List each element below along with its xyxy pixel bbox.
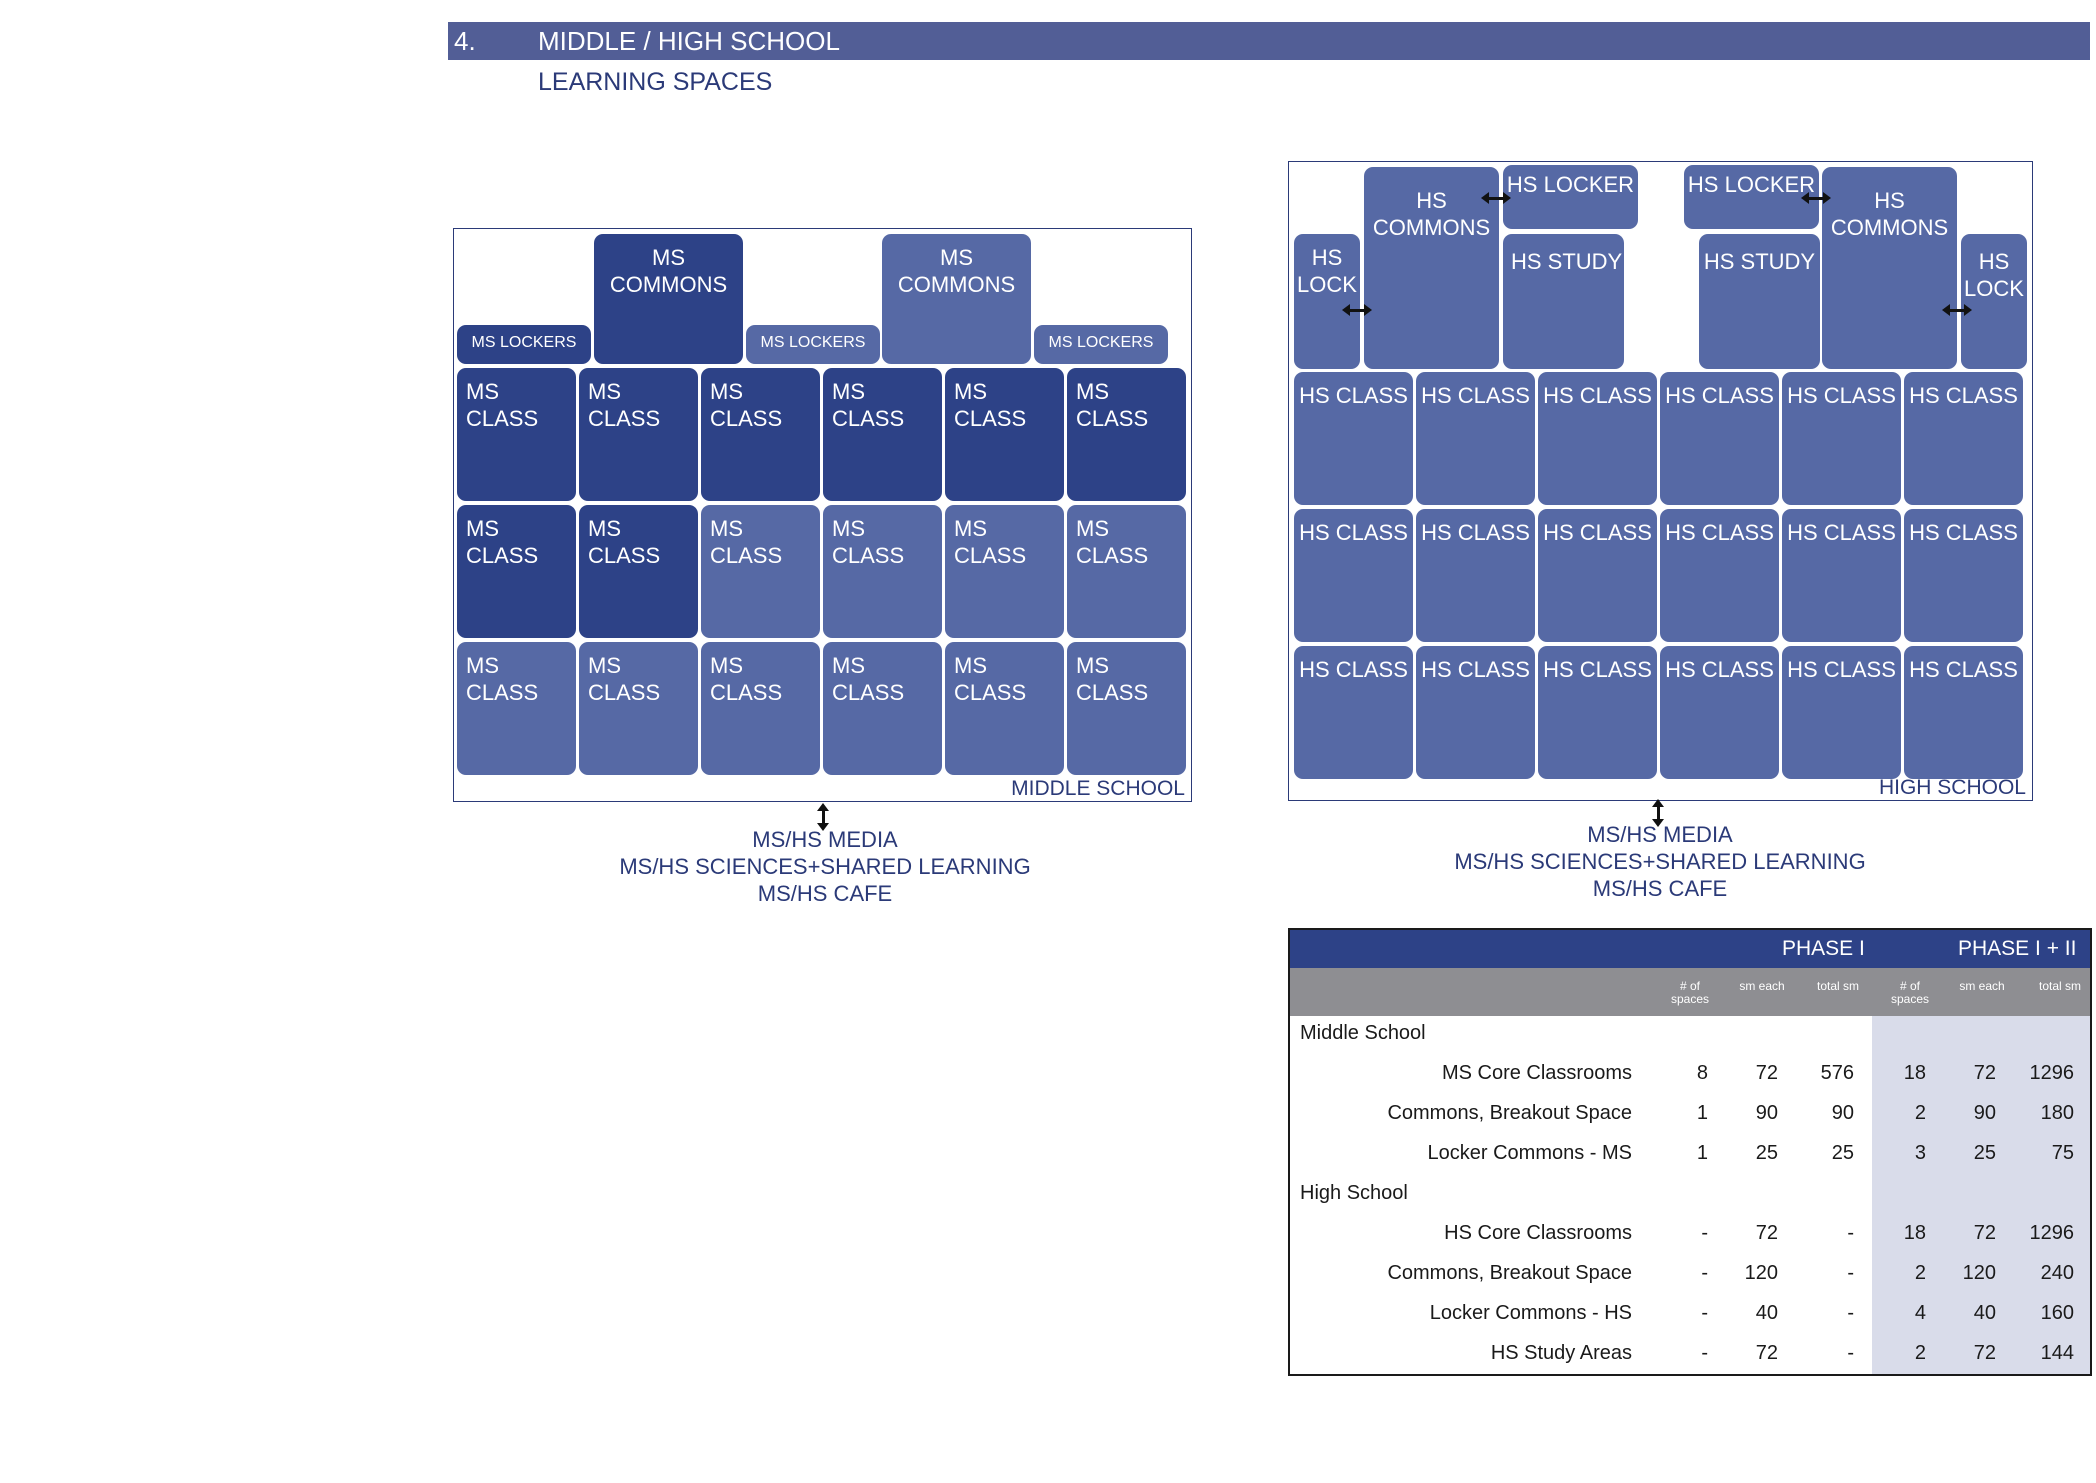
- table-cell: 90: [1755, 1102, 1778, 1124]
- ms-commons-block-1: MS COMMONS: [594, 234, 743, 364]
- hs-lock-arrow-1: [1346, 309, 1368, 312]
- table-cell: 25: [1755, 1142, 1778, 1164]
- ms-class-block: MS CLASS: [823, 642, 942, 775]
- table-cell: 1: [1696, 1142, 1708, 1164]
- hs-class-block: HS CLASS: [1782, 509, 1901, 642]
- table-row-label: Locker Commons - HS: [1429, 1302, 1632, 1324]
- table-cell: -: [1847, 1302, 1854, 1324]
- table-cell: 180: [2040, 1102, 2074, 1124]
- table-cell: 2: [1914, 1102, 1926, 1124]
- hs-locker-arrow-1: [1485, 197, 1507, 200]
- ms-commons-block-2: MS COMMONS: [882, 234, 1031, 364]
- table-row-label: HS Core Classrooms: [1444, 1222, 1632, 1244]
- table-cell: 8: [1696, 1062, 1708, 1084]
- hs-class-block: HS CLASS: [1538, 509, 1657, 642]
- section-title: MIDDLE / HIGH SCHOOL: [538, 26, 840, 56]
- table-row-label: Commons, Breakout Space: [1387, 1102, 1632, 1124]
- hs-class-block: HS CLASS: [1660, 372, 1779, 505]
- ms-connection-arrow: [822, 807, 825, 827]
- hs-lock-block-2: HS LOCK: [1961, 234, 2027, 369]
- hs-class-block: HS CLASS: [1294, 646, 1413, 779]
- ms-class-block: MS CLASS: [457, 505, 576, 638]
- table-cell: -: [1701, 1222, 1708, 1244]
- section-header-bar: [448, 22, 2090, 60]
- phase-1-2-heading: PHASE I + II: [1958, 937, 2077, 960]
- ms-class-block: MS CLASS: [701, 368, 820, 501]
- table-cell: 144: [2040, 1342, 2074, 1364]
- table-cell: 90: [1831, 1102, 1854, 1124]
- hs-conn-sciences: MS/HS SCIENCES+SHARED LEARNING: [1454, 849, 1866, 874]
- hs-locker-block-1: HS LOCKER: [1503, 165, 1638, 229]
- table-cell: 120: [1962, 1262, 1996, 1284]
- ms-class-block: MS CLASS: [701, 642, 820, 775]
- ms-class-block: MS CLASS: [945, 368, 1064, 501]
- hs-connection-arrow: [1657, 803, 1660, 823]
- hs-conn-cafe: MS/HS CAFE: [1592, 876, 1728, 901]
- area-program-table: [1288, 928, 2092, 1376]
- hs-class-block: HS CLASS: [1294, 372, 1413, 505]
- table-cell: 75: [2051, 1142, 2074, 1164]
- table-cell: 25: [1831, 1142, 1854, 1164]
- hs-commons-block-2: HS COMMONS: [1822, 167, 1957, 369]
- ms-class-block: MS CLASS: [457, 642, 576, 775]
- table-cell: -: [1847, 1342, 1854, 1364]
- hs-connections: [1415, 821, 1905, 902]
- table-cell: 4: [1914, 1302, 1926, 1324]
- hs-conn-media: MS/HS MEDIA: [1587, 822, 1733, 847]
- hs-class-block: HS CLASS: [1538, 646, 1657, 779]
- table-cell: 160: [2040, 1302, 2074, 1324]
- table-cell: -: [1847, 1262, 1854, 1284]
- table-cell: 72: [1755, 1342, 1778, 1364]
- table-section-heading: High School: [1300, 1182, 1408, 1204]
- table-cell: 1296: [2029, 1222, 2074, 1244]
- ms-conn-cafe: MS/HS CAFE: [757, 881, 893, 906]
- ms-conn-sciences: MS/HS SCIENCES+SHARED LEARNING: [619, 854, 1031, 879]
- ms-lockers-block-1: MS LOCKERS: [457, 325, 591, 364]
- table-cell: -: [1847, 1222, 1854, 1244]
- table-cell: 576: [1820, 1062, 1854, 1084]
- table-cell: 72: [1755, 1062, 1778, 1084]
- table-row-label: Commons, Breakout Space: [1387, 1262, 1632, 1284]
- table-cell: 18: [1903, 1222, 1926, 1244]
- ms-class-block: MS CLASS: [1067, 368, 1186, 501]
- ms-class-block: MS CLASS: [823, 368, 942, 501]
- table-cell: 72: [1973, 1342, 1996, 1364]
- table-cell: 18: [1903, 1062, 1926, 1084]
- table-subheader: total sm: [2038, 979, 2081, 993]
- hs-class-block: HS CLASS: [1538, 372, 1657, 505]
- table-cell: 2: [1914, 1262, 1926, 1284]
- hs-lock-arrow-2: [1946, 309, 1968, 312]
- hs-class-block: HS CLASS: [1416, 509, 1535, 642]
- ms-connections: [580, 826, 1070, 907]
- table-cell: 2: [1914, 1342, 1926, 1364]
- ms-class-block: MS CLASS: [701, 505, 820, 638]
- ms-class-block: MS CLASS: [457, 368, 576, 501]
- table-phase-bar: [1290, 930, 2090, 968]
- hs-class-block: HS CLASS: [1904, 509, 2023, 642]
- table-cell: 72: [1973, 1222, 1996, 1244]
- hs-commons-block-1: HS COMMONS: [1364, 167, 1499, 369]
- table-row-label: MS Core Classrooms: [1441, 1062, 1632, 1084]
- table-subheader: total sm: [1816, 979, 1859, 993]
- table-subheader-bar: [1290, 968, 2090, 1016]
- table-cell: -: [1701, 1342, 1708, 1364]
- section-subtitle: LEARNING SPACES: [538, 68, 773, 96]
- ms-class-block: MS CLASS: [823, 505, 942, 638]
- ms-panel-label: MIDDLE SCHOOL: [1011, 777, 1185, 800]
- table-subheader: sm each: [1739, 979, 1785, 993]
- middle-school-diagram: [453, 228, 1192, 802]
- hs-class-block: HS CLASS: [1904, 646, 2023, 779]
- table-cell: 120: [1744, 1262, 1778, 1284]
- table-section-heading: Middle School: [1300, 1022, 1426, 1044]
- ms-class-block: MS CLASS: [1067, 505, 1186, 638]
- table-cell: 25: [1973, 1142, 1996, 1164]
- table-subheader: # of spaces: [1890, 979, 1930, 1006]
- ms-class-block: MS CLASS: [945, 505, 1064, 638]
- hs-locker-arrow-2: [1805, 197, 1827, 200]
- table-cell: 240: [2040, 1262, 2074, 1284]
- table-subheader: # of spaces: [1670, 979, 1710, 1006]
- ms-lockers-block-2: MS LOCKERS: [746, 325, 880, 364]
- hs-class-block: HS CLASS: [1294, 509, 1413, 642]
- hs-class-block: HS CLASS: [1416, 646, 1535, 779]
- table-row-label: HS Study Areas: [1490, 1342, 1632, 1364]
- table-cell: 1: [1696, 1102, 1708, 1124]
- hs-class-block: HS CLASS: [1782, 646, 1901, 779]
- phase-1-heading: PHASE I: [1782, 937, 1865, 960]
- ms-class-block: MS CLASS: [579, 642, 698, 775]
- ms-conn-media: MS/HS MEDIA: [752, 827, 898, 852]
- ms-class-block: MS CLASS: [945, 642, 1064, 775]
- table-cell: -: [1701, 1262, 1708, 1284]
- hs-class-block: HS CLASS: [1660, 646, 1779, 779]
- table-cell: 72: [1973, 1062, 1996, 1084]
- hs-panel-label: HIGH SCHOOL: [1878, 776, 2026, 799]
- table-cell: 90: [1973, 1102, 1996, 1124]
- table-cell: -: [1701, 1302, 1708, 1324]
- hs-study-block-1: HS STUDY: [1503, 234, 1624, 369]
- table-cell: 40: [1973, 1302, 1996, 1324]
- ms-class-block: MS CLASS: [579, 505, 698, 638]
- hs-lock-block-1: HS LOCK: [1294, 234, 1360, 369]
- ms-lockers-block-3: MS LOCKERS: [1034, 325, 1168, 364]
- table-subheader: sm each: [1959, 979, 2005, 993]
- ms-class-block: MS CLASS: [579, 368, 698, 501]
- hs-class-block: HS CLASS: [1782, 372, 1901, 505]
- table-row-label: Locker Commons - MS: [1427, 1142, 1632, 1164]
- hs-class-block: HS CLASS: [1660, 509, 1779, 642]
- high-school-diagram: [1288, 161, 2033, 801]
- hs-class-block: HS CLASS: [1904, 372, 2023, 505]
- ms-class-block: MS CLASS: [1067, 642, 1186, 775]
- hs-class-block: HS CLASS: [1416, 372, 1535, 505]
- hs-study-block-2: HS STUDY: [1699, 234, 1820, 369]
- hs-locker-block-2: HS LOCKER: [1684, 165, 1819, 229]
- table-cell: 1296: [2029, 1062, 2074, 1084]
- table-cell: 40: [1755, 1302, 1778, 1324]
- table-cell: 3: [1914, 1142, 1926, 1164]
- section-number: 4.: [454, 26, 476, 56]
- table-cell: 72: [1755, 1222, 1778, 1244]
